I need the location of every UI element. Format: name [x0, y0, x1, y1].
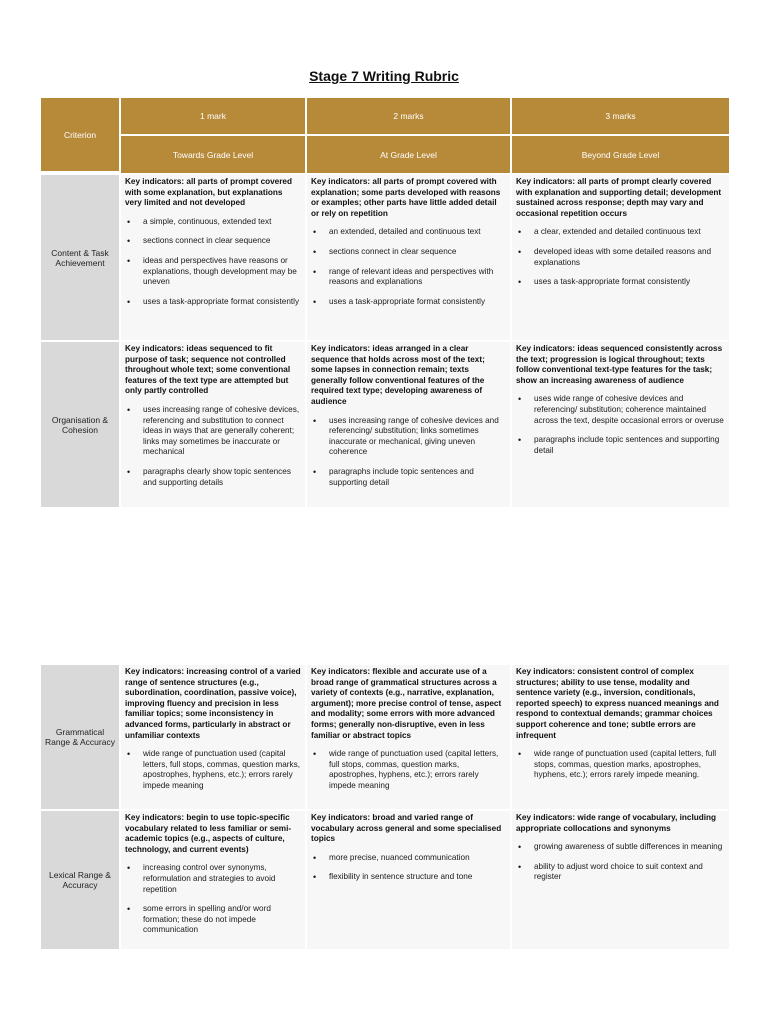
indicator-list: [516, 749, 725, 781]
rubric-table-part-1: [39, 98, 731, 507]
indicator-list: [311, 749, 506, 791]
key-indicators: Key indicators: broad and varied range of vocabulary across general and some specialised topics: [311, 813, 502, 844]
header-mark-3: 3 marks: [512, 98, 729, 136]
indicator-item: • wide range of punctuation used (capital letters, full stops, commas, question marks, apostrophes, hyphens, etc.); errors rarely impede meaning.: [530, 749, 725, 781]
key-indicators: Key indicators: ideas sequenced to fit purpose of task; sequence not controlled throughout whole text; some conventional features of the text type are attempted but only partly controlled: [125, 344, 291, 396]
indicator-item: • range of relevant ideas and perspectives with reasons and explanations: [325, 267, 506, 288]
indicator-list: [125, 217, 301, 308]
indicator-item: • ideas and perspectives have reasons or explanations, though development may be uneven: [139, 256, 301, 288]
criterion-grammar: Grammatical Range & Accuracy: [41, 665, 119, 809]
cell-content-beyond: [512, 175, 729, 340]
indicator-list: [125, 749, 301, 791]
indicator-list: [311, 853, 506, 883]
criterion-lexical: Lexical Range & Accuracy: [41, 811, 119, 949]
indicator-list: [311, 227, 506, 307]
indicator-list: [516, 842, 725, 883]
indicator-item: • developed ideas with some detailed reasons and explanations: [530, 247, 725, 268]
key-indicators: Key indicators: all parts of prompt covered with explanation; some parts developed with reasons or examples; other parts have little added detail or rely on repetition: [311, 177, 501, 218]
cell-organisation-at: [307, 342, 510, 507]
indicator-item: • some errors in spelling and/or word formation; these do not impede communication: [139, 904, 301, 936]
key-indicators: Key indicators: all parts of prompt covered with some explanation, but explanations very limited and not developed: [125, 177, 292, 208]
indicator-item: • wide range of punctuation used (capital letters, full stops, commas, question marks, apostrophes, hyphens, etc.); errors rarely impede meaning: [139, 749, 301, 791]
cell-lexical-at: [307, 811, 510, 949]
indicator-item: • more precise, nuanced communication: [325, 853, 506, 864]
rubric-row-grammar: [41, 665, 729, 809]
indicator-item: • uses increasing range of cohesive devices and referencing/ substitution; links sometimes inaccurate or mechanical, giving uneven coherence: [325, 416, 506, 458]
indicator-item: • sections connect in clear sequence: [325, 247, 506, 258]
rubric-table-part-2: [39, 665, 731, 949]
indicator-item: • an extended, detailed and continuous text: [325, 227, 506, 238]
indicator-item: • increasing control over synonyms, reformulation and strategies to avoid repetition: [139, 863, 301, 895]
indicator-item: • uses a task-appropriate format consistently: [139, 297, 301, 308]
indicator-item: • paragraphs clearly show topic sentences and supporting details: [139, 467, 301, 488]
key-indicators: Key indicators: increasing control of a varied range of sentence structures (e.g., subordination, coordination, passive voice), improving fluency and precision in less familiar topics; some inconsistency in advanced forms, particularly in abstract or unfamiliar contexts: [125, 667, 301, 740]
key-indicators: Key indicators: flexible and accurate use of a broad range of grammatical structures across a variety of contexts (e.g., narrative, explanation, argument); more precise control of tense, aspect and modality; some errors with more advanced forms; generally non-disruptive, even in less familiar or abstract topics: [311, 667, 502, 740]
header-level-at: At Grade Level: [307, 136, 510, 173]
cell-content-at: [307, 175, 510, 340]
rubric-row-content: [41, 175, 729, 340]
page-title: Stage 7 Writing Rubric: [309, 68, 459, 84]
indicator-list: [311, 416, 506, 489]
indicator-item: • uses a task-appropriate format consistently: [325, 297, 506, 308]
indicator-item: • a clear, extended and detailed continuous text: [530, 227, 725, 238]
indicator-item: • a simple, continuous, extended text: [139, 217, 301, 228]
cell-organisation-beyond: [512, 342, 729, 507]
indicator-item: • ability to adjust word choice to suit context and register: [530, 862, 725, 883]
key-indicators: Key indicators: consistent control of complex structures; ability to use tense, modality and sentence variety (e.g., inversion, conditionals, reported speech) to express nuanced meanings and respond to contextual demands; grammar choices support coherence and tone; subtle errors are infrequent: [516, 667, 719, 740]
key-indicators: Key indicators: ideas sequenced consistently across the text; progression is logical throughout; texts follow conventional text-type features for the task; show an increasing awareness of audience: [516, 344, 723, 385]
indicator-item: • uses wide range of cohesive devices and referencing/ substitution; coherence maintained across the text, despite occasional errors or overuse: [530, 394, 725, 426]
key-indicators: Key indicators: all parts of prompt clearly covered with explanation and supporting detail; development sustained across response; depth may vary and occasional repetition occurs: [516, 177, 722, 218]
indicator-item: • growing awareness of subtle differences in meaning: [530, 842, 725, 853]
cell-grammar-beyond: [512, 665, 729, 809]
cell-content-towards: [121, 175, 305, 340]
indicator-list: [125, 405, 301, 488]
header-mark-1: 1 mark: [121, 98, 305, 136]
indicator-item: • flexibility in sentence structure and tone: [325, 872, 506, 883]
key-indicators: Key indicators: wide range of vocabulary, including appropriate collocations and synonyms: [516, 813, 717, 833]
cell-lexical-beyond: [512, 811, 729, 949]
cell-grammar-towards: [121, 665, 305, 809]
rubric-row-lexical: [41, 811, 729, 949]
header-mark-2: 2 marks: [307, 98, 510, 136]
indicator-item: • sections connect in clear sequence: [139, 236, 301, 247]
header-level-towards: Towards Grade Level: [121, 136, 305, 173]
indicator-list: [516, 394, 725, 456]
criterion-content-task: Content & Task Achievement: [41, 175, 119, 340]
header-level-beyond: Beyond Grade Level: [512, 136, 729, 173]
cell-lexical-towards: [121, 811, 305, 949]
key-indicators: Key indicators: ideas arranged in a clear sequence that holds across most of the text; some lapses in connection remain; texts generally follow conventional features of the required text type; developing awareness of audience: [311, 344, 485, 406]
indicator-item: • paragraphs include topic sentences and supporting detail: [325, 467, 506, 488]
header-criterion: Criterion: [41, 98, 119, 173]
indicator-list: [125, 863, 301, 936]
rubric-row-organisation: [41, 342, 729, 507]
key-indicators: Key indicators: begin to use topic-specific vocabulary related to less familiar or semi-academic topics (e.g., aspects of culture, technology, and current events): [125, 813, 292, 854]
indicator-list: [516, 227, 725, 287]
cell-organisation-towards: [121, 342, 305, 507]
cell-grammar-at: [307, 665, 510, 809]
criterion-organisation: Organisation & Cohesion: [41, 342, 119, 507]
indicator-item: • paragraphs include topic sentences and supporting detail: [530, 435, 725, 456]
indicator-item: • uses increasing range of cohesive devices, referencing and substitution to connect ideas in ways that are generally coherent; links may sometimes be inaccurate or mechanical: [139, 405, 301, 458]
indicator-item: • wide range of punctuation used (capital letters, full stops, commas, question marks, apostrophes, hyphens, etc.); errors rarely impede meaning: [325, 749, 506, 791]
indicator-item: • uses a task-appropriate format consistently: [530, 277, 725, 288]
